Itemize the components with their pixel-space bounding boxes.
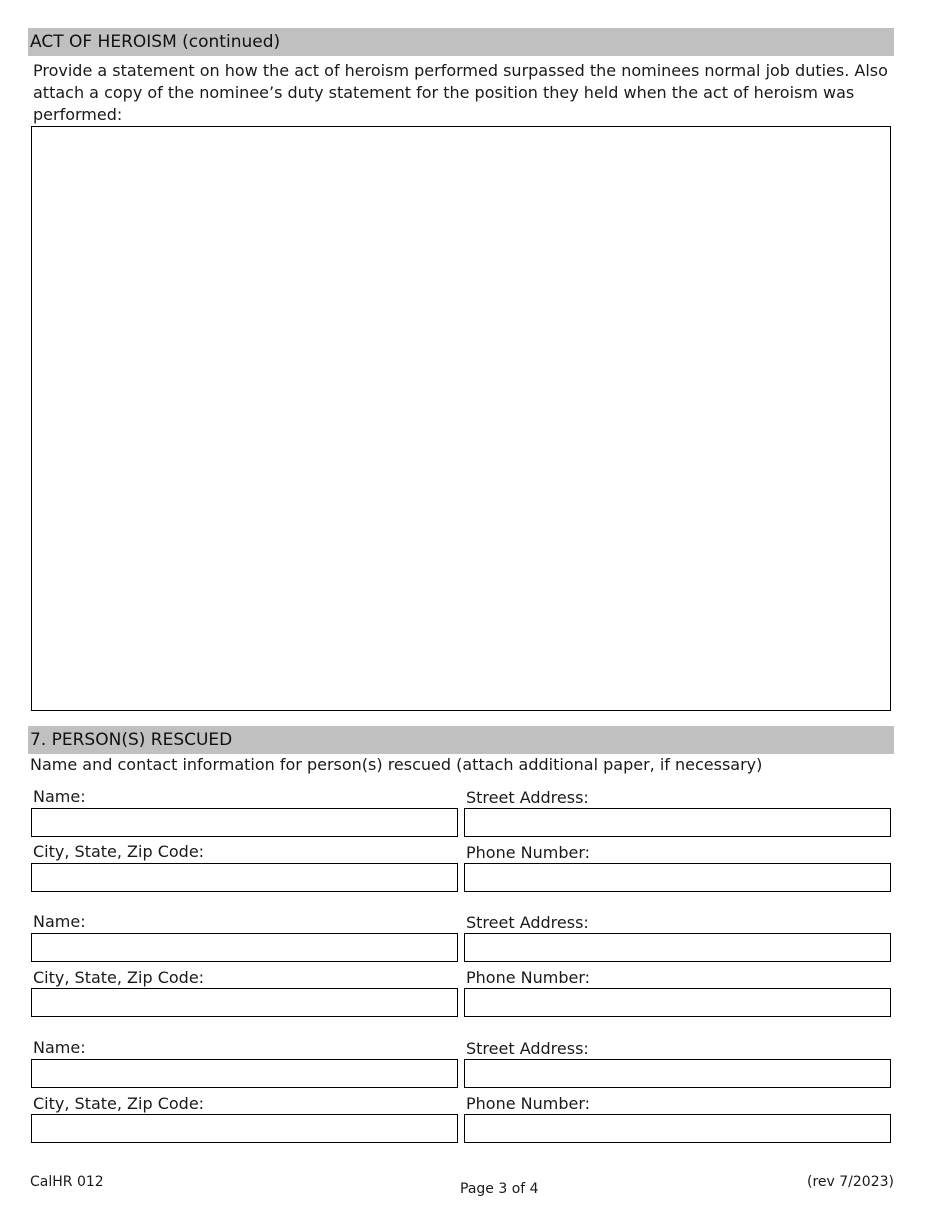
form-id: CalHR 012: [30, 1174, 104, 1190]
person-1-phone-label: Phone Number:: [466, 843, 591, 862]
act-of-heroism-header: ACT OF HEROISM (continued): [28, 28, 894, 56]
person-2-city-field[interactable]: [31, 988, 458, 1017]
act-of-heroism-instruction: Provide a statement on how the act of heroism performed surpassed the nominees normal job duties. Also attach a copy of the nominee’s duty statement for the position they held when the act of heroism was performed:: [33, 61, 888, 124]
person-2-phone-label: Phone Number:: [466, 968, 591, 987]
person-3-phone-label: Phone Number:: [466, 1094, 591, 1113]
person-3-street-label: Street Address:: [466, 1039, 589, 1058]
person-2-street-label: Street Address:: [466, 913, 589, 932]
person-2-city-label: City, State, Zip Code:: [33, 968, 205, 987]
person-2-phone-field[interactable]: [464, 988, 891, 1017]
person-1-city-label: City, State, Zip Code:: [33, 842, 205, 861]
revision-date: (rev 7/2023): [807, 1174, 894, 1190]
person-1-street-label: Street Address:: [466, 788, 589, 807]
person-2-name-field[interactable]: [31, 933, 458, 962]
person-3-name-label: Name:: [33, 1038, 86, 1057]
person-3-city-field[interactable]: [31, 1114, 458, 1143]
person-1-name-label: Name:: [33, 787, 86, 806]
persons-rescued-header: 7. PERSON(S) RESCUED: [28, 726, 894, 754]
person-1-city-field[interactable]: [31, 863, 458, 892]
person-3-city-label: City, State, Zip Code:: [33, 1094, 205, 1113]
person-3-name-field[interactable]: [31, 1059, 458, 1088]
page-number: Page 3 of 4: [460, 1181, 539, 1197]
person-1-phone-field[interactable]: [464, 863, 891, 892]
person-2-name-label: Name:: [33, 912, 86, 931]
person-3-phone-field[interactable]: [464, 1114, 891, 1143]
person-1-street-field[interactable]: [464, 808, 891, 837]
person-3-street-field[interactable]: [464, 1059, 891, 1088]
persons-rescued-description: Name and contact information for person(s) rescued (attach additional paper, if necessary): [30, 755, 763, 774]
person-2-street-field[interactable]: [464, 933, 891, 962]
person-1-name-field[interactable]: [31, 808, 458, 837]
heroism-statement-field[interactable]: [31, 126, 891, 711]
